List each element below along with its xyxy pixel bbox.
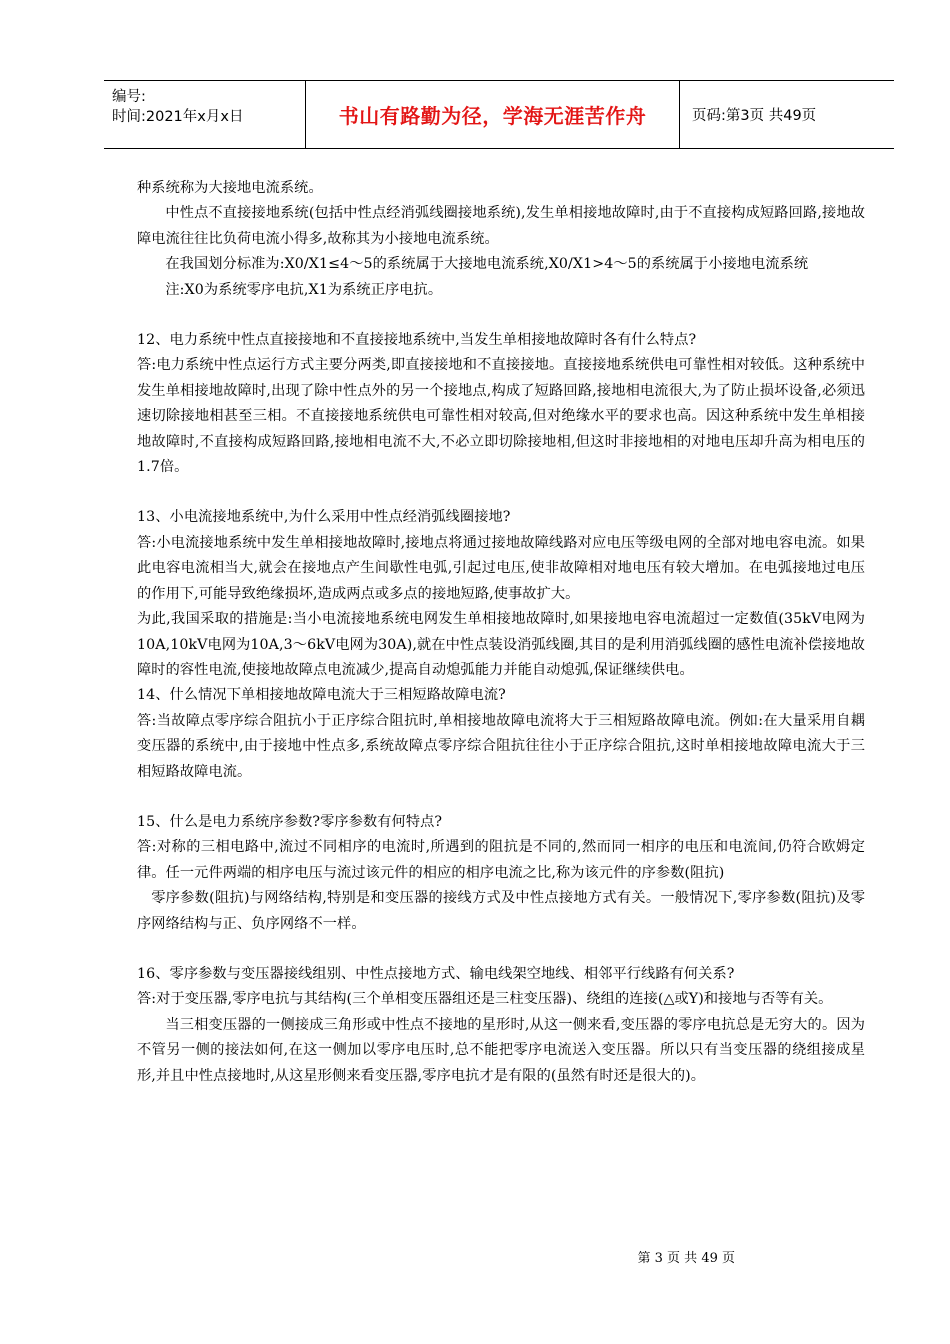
paragraph: 15、什么是电力系统序参数?零序参数有何特点? — [137, 813, 443, 830]
page-header — [104, 80, 894, 149]
paragraph: 为此,我国采取的措施是:当小电流接地系统电网发生单相接地故障时,如果接地电容电流超过一定数值(35kV电网为10A,10kV电网为10A,3～6kV电网为30A),就在中性点装设消弧线圈,其目的是利用消弧线圈的感性电流补偿接地故障时的容性电流,使接地故障点电流减少,提高自动熄弧能力并能自动熄弧,保证继续供电。 — [137, 611, 865, 678]
page-footer: 第 3 页 共 49 页 — [637, 1251, 735, 1266]
serial-label: 编号: — [112, 89, 146, 105]
paragraph: 中性点不直接接地系统(包括中性点经消弧线圈接地系统),发生单相接地故障时,由于不直接构成短路回路,接地故障电流往往比负荷电流小得多,故称其为小接地电流系统。 — [137, 205, 865, 247]
paragraph-gap — [137, 785, 865, 810]
paragraph-gap — [137, 303, 865, 328]
paragraph: 零序参数(阻抗)与网络结构,特别是和变压器的接线方式及中性点接地方式有关。一般情况下,零序参数(阻抗)及零序网络结构与正、负序网络不一样。 — [137, 890, 865, 932]
paragraph: 答:当故障点零序综合阻抗小于正序综合阻抗时,单相接地故障电流将大于三相短路故障电流。例如:在大量采用自耦变压器的系统中,由于接地中性点多,系统故障点零序综合阻抗往往小于正序综合阻抗,这时单相接地故障电流大于三相短路故障电流。 — [137, 712, 865, 780]
paragraph: 答:对称的三相电路中,流过不同相序的电流时,所遇到的阻抗是不同的,然而同一相序的电压和电流间,仍符合欧姆定律。任一元件两端的相序电压与流过该元件的相应的相序电流之比,称为该元件的序参数(阻抗) — [137, 839, 865, 881]
paragraph-gap — [137, 937, 865, 962]
paragraph-gap — [137, 480, 865, 505]
paragraph: 16、零序参数与变压器接线组别、中性点接地方式、输电线架空地线、相邻平行线路有何关系? — [137, 965, 735, 982]
paragraph: 当三相变压器的一侧接成三角形或中性点不接地的星形时,从这一侧来看,变压器的零序电抗总是无穷大的。因为不管另一侧的接法如何,在这一侧加以零序电压时,总不能把零序电流送入变压器。所以只有当变压器的绕组接成星形,并且中性点接地时,从这星形侧来看变压器,零序电抗才是有限的(虽然有时还是很大的)。 — [137, 1016, 865, 1084]
document-body — [137, 176, 865, 1089]
paragraph: 答:对于变压器,零序电抗与其结构(三个单相变压器组还是三柱变压器)、绕组的连接(△或Y)和接地与否等有关。 — [137, 991, 833, 1008]
paragraph: 在我国划分标准为:X0/X1≤4～5的系统属于大接地电流系统,X0/X1>4～5的系统属于小接地电流系统 — [165, 256, 809, 273]
paragraph: 注:X0为系统零序电抗,X1为系统正序电抗。 — [165, 281, 443, 298]
paragraph: 12、电力系统中性点直接接地和不直接接地系统中,当发生单相接地故障时各有什么特点? — [137, 332, 697, 349]
paragraph: 答:电力系统中性点运行方式主要分两类,即直接接地和不直接接地。直接接地系统供电可靠性相对较低。这种系统中发生单相接地故障时,出现了除中性点外的另一个接地点,构成了短路回路,接地相电流很大,为了防止损坏设备,必须迅速切除接地相甚至三相。不直接接地系统供电可靠性相对较高,但对绝缘水平的要求也高。因这种系统中发生单相接地故障时,不直接构成短路回路,接地相电流不大,不必立即切除接地相,但这时非接地相的对地电压却升高为相电压的1.7倍。 — [137, 357, 865, 476]
header-motto: 书山有路勤为径，学海无涯苦作舟 — [306, 81, 680, 148]
header-meta — [104, 81, 306, 148]
header-page-info: 页码:第3页 共49页 — [692, 108, 817, 124]
paragraph: 14、什么情况下单相接地故障电流大于三相短路故障电流? — [137, 687, 506, 704]
paragraph: 13、小电流接地系统中,为什么采用中性点经消弧线圈接地? — [137, 509, 511, 526]
paragraph: 答:小电流接地系统中发生单相接地故障时,接地点将通过接地故障线路对应电压等级电网的全部对地电容电流。如果此电容电流相当大,就会在接地点产生间歇性电弧,引起过电压,使非故障相对地电压有较大增加。在电弧接地过电压的作用下,可能导致绝缘损坏,造成两点或多点的接地短路,使事故扩大。 — [137, 534, 865, 602]
paragraph: 种系统称为大接地电流系统。 — [137, 180, 323, 196]
date-label: 时间:2021年x月x日 — [112, 109, 244, 125]
